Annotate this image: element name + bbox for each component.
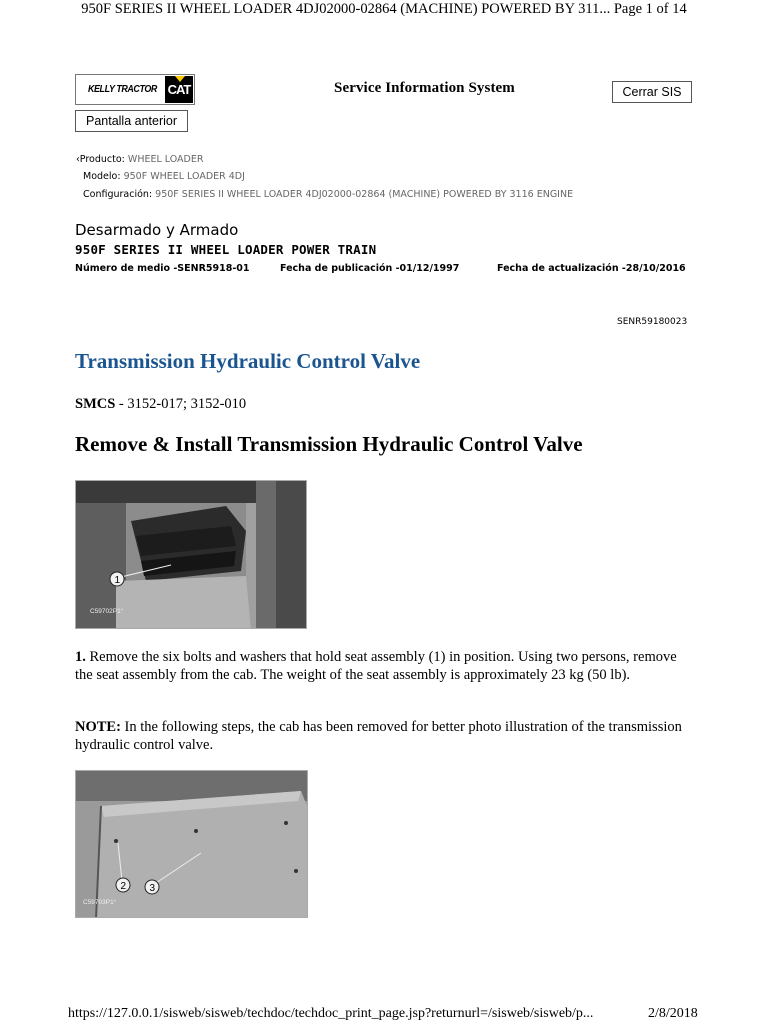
article-title: Transmission Hydraulic Control Valve	[75, 349, 421, 373]
cat-logo: CAT	[165, 76, 193, 103]
dealer-logo-text: KELLY TRACTOR	[88, 83, 157, 95]
note-body: In the following steps, the cab has been removed for better photo illustration of the transmission hydraulic control valve.	[75, 719, 682, 753]
meta-model	[83, 171, 245, 182]
figure-seat-assembly	[75, 480, 307, 629]
meta-config-value: 950F SERIES II WHEEL LOADER 4DJ02000-02864 (MACHINE) POWERED BY 3116 ENGINE	[155, 189, 574, 200]
meta-configuration	[83, 189, 573, 200]
cat-logo-triangle-icon	[175, 76, 185, 82]
publish-date: Fecha de publicación -01/12/1997	[280, 263, 460, 274]
document-id: SENR59180023	[617, 317, 688, 327]
figure-2-caption: C59703P1°	[83, 899, 117, 906]
section-subheading: 950F SERIES II WHEEL LOADER POWER TRAIN	[75, 242, 377, 257]
section-heading: Desarmado y Armado	[75, 221, 239, 239]
smcs-line	[75, 396, 246, 413]
dealer-logo	[75, 74, 195, 105]
meta-model-value: 950F WHEEL LOADER 4DJ	[123, 171, 245, 182]
app-title: Service Information System	[334, 80, 515, 96]
close-sis-button[interactable]: Cerrar SIS	[612, 81, 692, 103]
callout-3: 3	[149, 883, 156, 894]
meta-config-label: Configuración:	[83, 189, 153, 200]
print-footer-date: 2/8/2018	[648, 1006, 698, 1021]
smcs-value: - 3152-017; 3152-010	[115, 396, 247, 412]
print-header: 950F SERIES II WHEEL LOADER 4DJ02000-02864 (MACHINE) POWERED BY 311... Page 1 of 14	[81, 1, 687, 17]
procedure-title: Remove & Install Transmission Hydraulic Control Valve	[75, 432, 583, 456]
note-text	[75, 719, 695, 754]
smcs-label: SMCS	[75, 396, 116, 412]
print-footer-url: https://127.0.0.1/sisweb/sisweb/techdoc/techdoc_print_page.jsp?returnurl=/sisweb/sisweb/p...	[68, 1006, 594, 1021]
step-1-number: 1.	[75, 649, 86, 665]
step-1-body: Remove the six bolts and washers that hold seat assembly (1) in position. Using two persons, remove the seat assembly from the cab. The weight of the seat assembly is approximately 23 kg (50 lb).	[75, 649, 677, 683]
media-number: Número de medio -SENR5918-01	[75, 263, 250, 274]
meta-model-label: Modelo:	[83, 171, 121, 182]
step-1-text	[75, 649, 695, 684]
previous-screen-button[interactable]: Pantalla anterior	[75, 110, 188, 132]
figure-seat-assembly-photo	[76, 481, 307, 629]
meta-product-value: WHEEL LOADER	[127, 154, 204, 165]
meta-product	[76, 154, 203, 165]
update-date: Fecha de actualización -28/10/2016	[497, 263, 686, 274]
figure-floor-plate-photo	[76, 771, 308, 918]
figure-floor-plate	[75, 770, 308, 918]
callout-2: 2	[120, 881, 127, 892]
note-label: NOTE:	[75, 719, 121, 735]
callout-1: 1	[114, 575, 121, 586]
figure-1-caption: C59702P1°	[90, 608, 124, 615]
meta-product-label: ‹Producto:	[76, 154, 125, 165]
